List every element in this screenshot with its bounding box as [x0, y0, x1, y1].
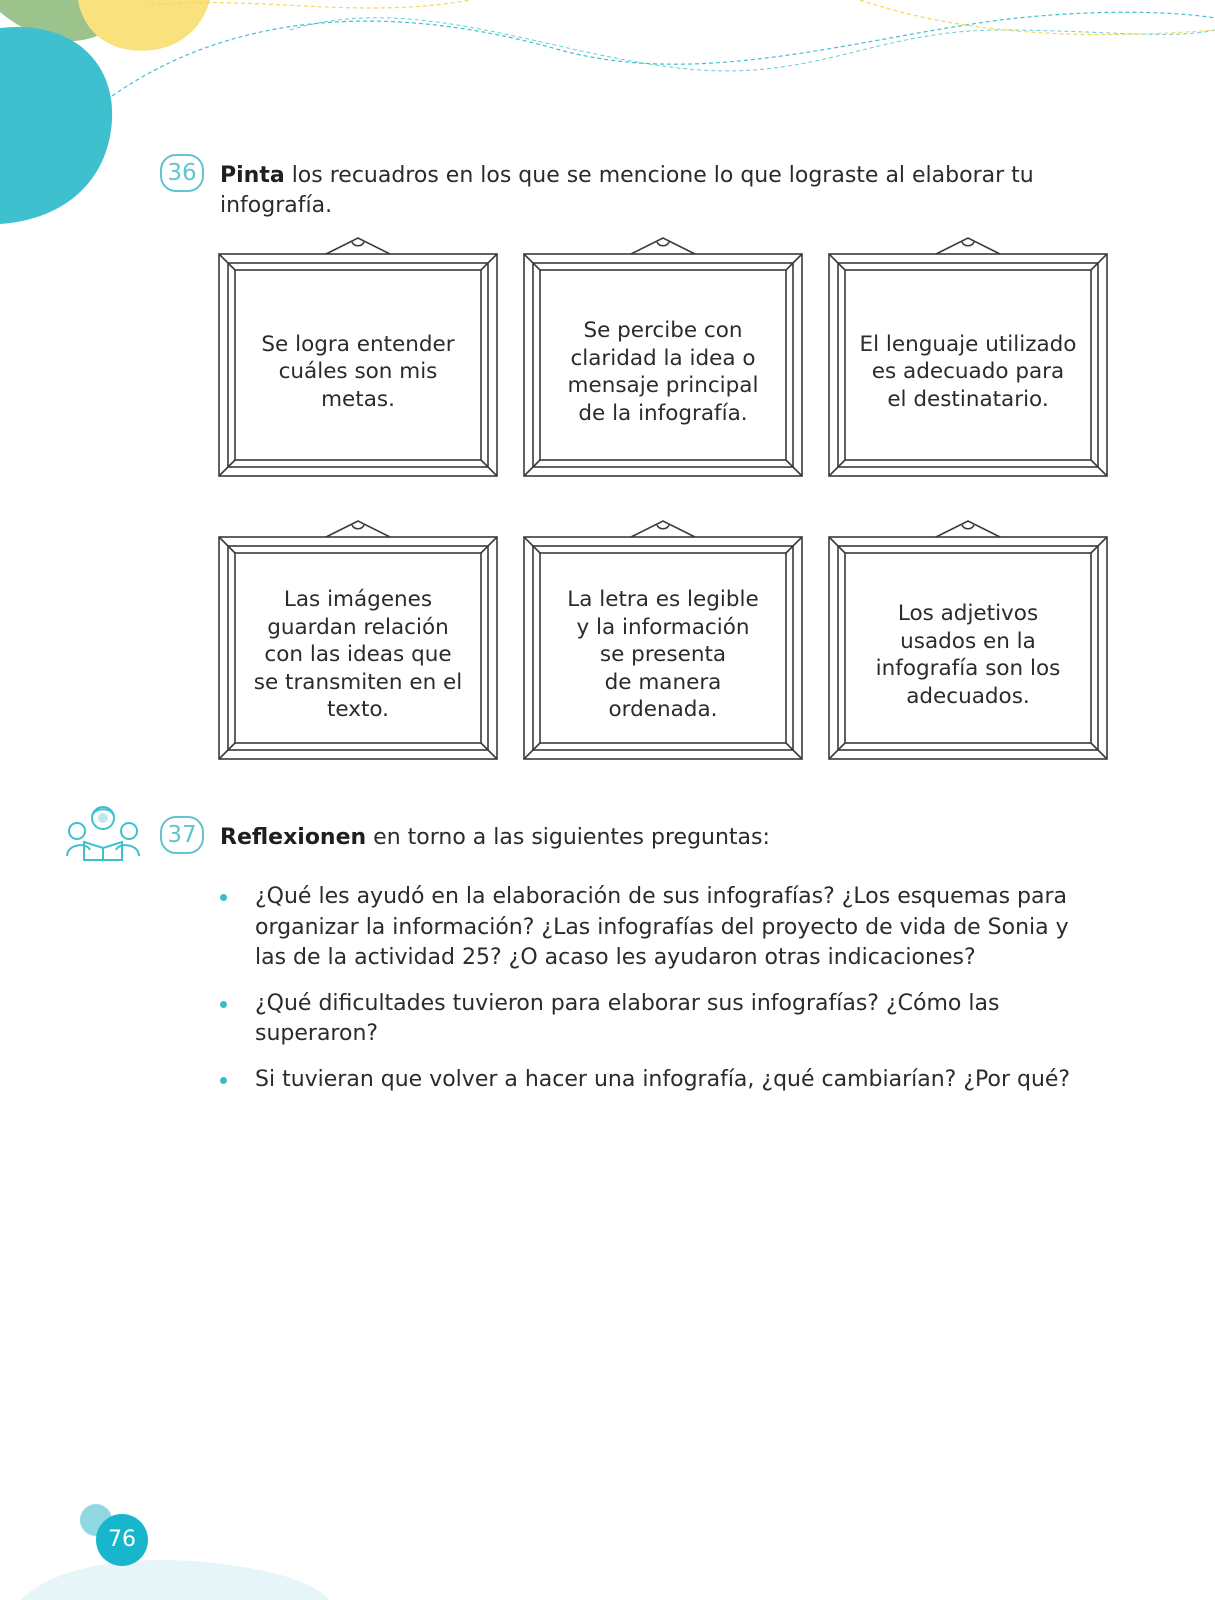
frame-box[interactable] — [523, 234, 803, 482]
activity-number-badge: 36 — [160, 154, 204, 192]
instruction-verb: Reflexionen — [220, 825, 367, 850]
activity-number-badge: 37 — [160, 816, 204, 854]
instruction-text: en torno a las siguientes preguntas: — [366, 825, 770, 850]
frame-text: Se percibe con claridad la idea o mensaje principal de la infografía. — [567, 318, 759, 426]
frame-box[interactable] — [218, 517, 498, 765]
frame-box[interactable] — [218, 234, 498, 482]
frame-text: Las imágenes guardan relación con las ideas que se transmiten en el texto. — [253, 587, 463, 723]
frame-text: El lenguaje utilizado es adecuado para el destinatario. — [859, 331, 1077, 412]
instruction-text: los recuadros en los que se mencione lo que lograste al elaborar tu infografía. — [220, 163, 1034, 218]
list-item — [216, 1065, 1096, 1096]
footer-decoration — [0, 1490, 400, 1600]
activity-36-instruction — [220, 161, 1100, 221]
frame-text: Se logra entender cuáles son mis metas. — [261, 331, 455, 412]
questions-list — [216, 882, 1096, 1110]
instruction-verb: Pinta — [220, 163, 285, 188]
list-item — [216, 882, 1096, 974]
frame-text: La letra es legible y la información se presenta de manera ordenada. — [567, 587, 759, 723]
question-text: ¿Qué les ayudó en la elaboración de sus infografías? ¿Los esquemas para organizar la información? ¿Las infografías del proyecto de vida de Sonia y las de la actividad 25? ¿O acaso les ayudaron otras indicaciones? — [255, 884, 1069, 970]
activity-37-instruction — [220, 823, 1100, 853]
question-text: Si tuvieran que volver a hacer una infografía, ¿qué cambiarían? ¿Por qué? — [255, 1066, 1071, 1092]
bullet-dot — [220, 1077, 227, 1084]
frame-box[interactable] — [828, 234, 1108, 482]
group-reading-icon — [62, 802, 144, 862]
frame-box[interactable] — [523, 517, 803, 765]
question-text: ¿Qué dificultades tuvieron para elaborar sus infografías? ¿Cómo las superaron? — [255, 990, 1000, 1046]
page-number: 76 — [96, 1514, 148, 1566]
frame-box[interactable] — [828, 517, 1108, 765]
bullet-dot — [220, 1001, 227, 1008]
bullet-dot — [220, 894, 227, 901]
list-item — [216, 989, 1096, 1050]
frame-text: Los adjetivos usados en la infografía son los adecuados. — [875, 601, 1061, 709]
